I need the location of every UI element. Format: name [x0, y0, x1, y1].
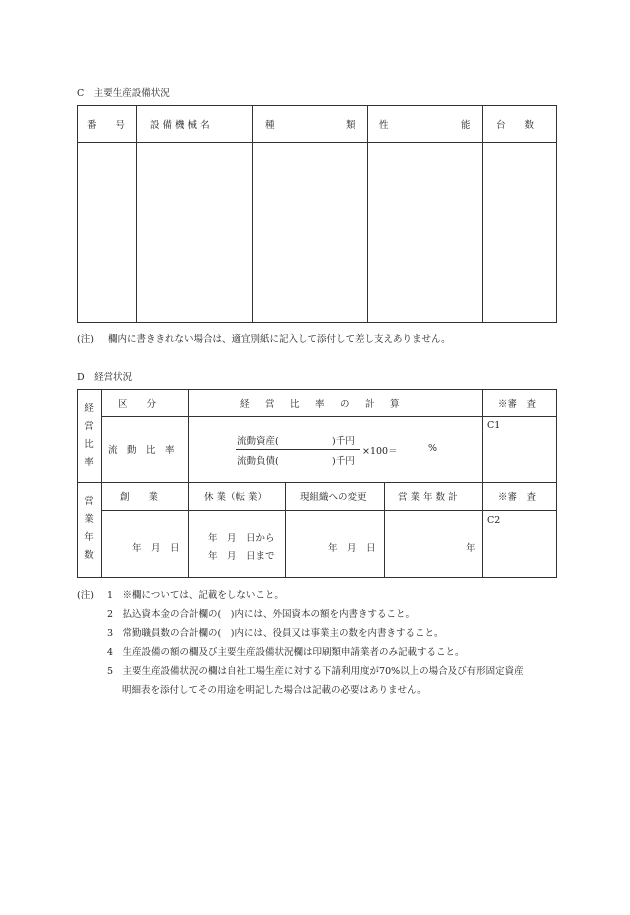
years-header-divider	[101, 510, 557, 511]
header-performance-left: 性	[379, 119, 389, 131]
years-header-suspension: 休 業（転 業）	[204, 492, 268, 503]
years-header-total: 営 業 年 数 計	[398, 492, 458, 503]
note-item: 3 常勤職員数の合計欄の( )内には、役員又は事業主の数を内書きすること。	[107, 628, 444, 639]
suspension-from: 年 月 日から	[208, 533, 275, 544]
fraction-bar	[236, 449, 360, 450]
header-number: 番 号	[87, 119, 126, 131]
equipment-header-divider	[77, 142, 557, 143]
note-item: 4 生産設備の額の欄及び主要生産設備状況欄は印刷類申請業者のみ記載すること。	[107, 647, 465, 658]
numerator-label: 流動資産(	[237, 436, 279, 447]
header-type-left: 種	[265, 119, 275, 131]
years-header-founding: 創 業	[120, 492, 159, 503]
multiplier-label: ×100＝	[362, 446, 398, 457]
notes-label: (注)	[77, 590, 94, 601]
years-unit: 年	[466, 543, 476, 554]
section-d-title: D 経営状況	[77, 372, 133, 383]
header-quantity: 台 数	[496, 119, 535, 131]
ratio-header-category: 区 分	[118, 398, 157, 410]
founding-date: 年 月 日	[132, 543, 180, 554]
equipment-table	[77, 105, 557, 323]
years-side-label: 営業年数	[84, 496, 94, 561]
years-header-reorg: 現組織への変更	[300, 492, 367, 503]
col-divider	[367, 105, 368, 323]
ratio-side-label: 経営比率	[84, 403, 94, 468]
review-code-c1: C1	[487, 420, 501, 431]
header-type-right: 類	[346, 119, 356, 131]
col-divider	[285, 482, 286, 578]
col-divider	[252, 105, 253, 323]
note-item: 5 主要生産設備状況の欄は自社工場生産に対する下請利用度が70%以上の場合及び有形固定資産	[107, 666, 524, 677]
note-item: 1 ※欄については、記載をしないこと。	[107, 590, 284, 601]
numerator-unit: )千円	[332, 436, 355, 447]
section-c-note-text: 欄内に書ききれない場合は、適宜別紙に記入して添付して差し支えありません。	[108, 334, 451, 345]
denominator-label: 流動負債(	[237, 456, 279, 467]
ratio-header-calculation: 経 営 比 率 の 計 算	[240, 398, 403, 410]
years-header-review: ※審 査	[498, 492, 537, 503]
note-item: 2 払込資本金の合計欄の( )内には、外国資本の額を内書きすること。	[107, 609, 415, 620]
section-c-note-label: (注)	[77, 334, 94, 345]
col-divider	[482, 482, 483, 578]
col-divider	[188, 389, 189, 482]
col-divider	[482, 389, 483, 482]
suspension-to: 年 月 日まで	[208, 551, 275, 562]
review-code-c2: C2	[487, 515, 501, 526]
note-continuation: 明細表を添付してその用途を明記した場合は記載の必要はありません。	[122, 685, 427, 696]
header-machine-name: 設 備 機 械 名	[150, 119, 210, 131]
percent-label: %	[428, 443, 438, 454]
header-performance-right: 能	[461, 119, 471, 131]
col-divider	[136, 105, 137, 323]
current-ratio-label: 流 動 比 率	[108, 445, 175, 456]
col-divider	[188, 482, 189, 578]
col-divider	[384, 482, 385, 578]
ratio-header-review: ※審 査	[498, 398, 537, 410]
denominator-unit: )千円	[332, 456, 355, 467]
reorg-date: 年 月 日	[328, 543, 376, 554]
side-col-divider	[101, 389, 102, 578]
section-c-title: C 主要生産設備状況	[77, 88, 170, 99]
col-divider	[482, 105, 483, 323]
